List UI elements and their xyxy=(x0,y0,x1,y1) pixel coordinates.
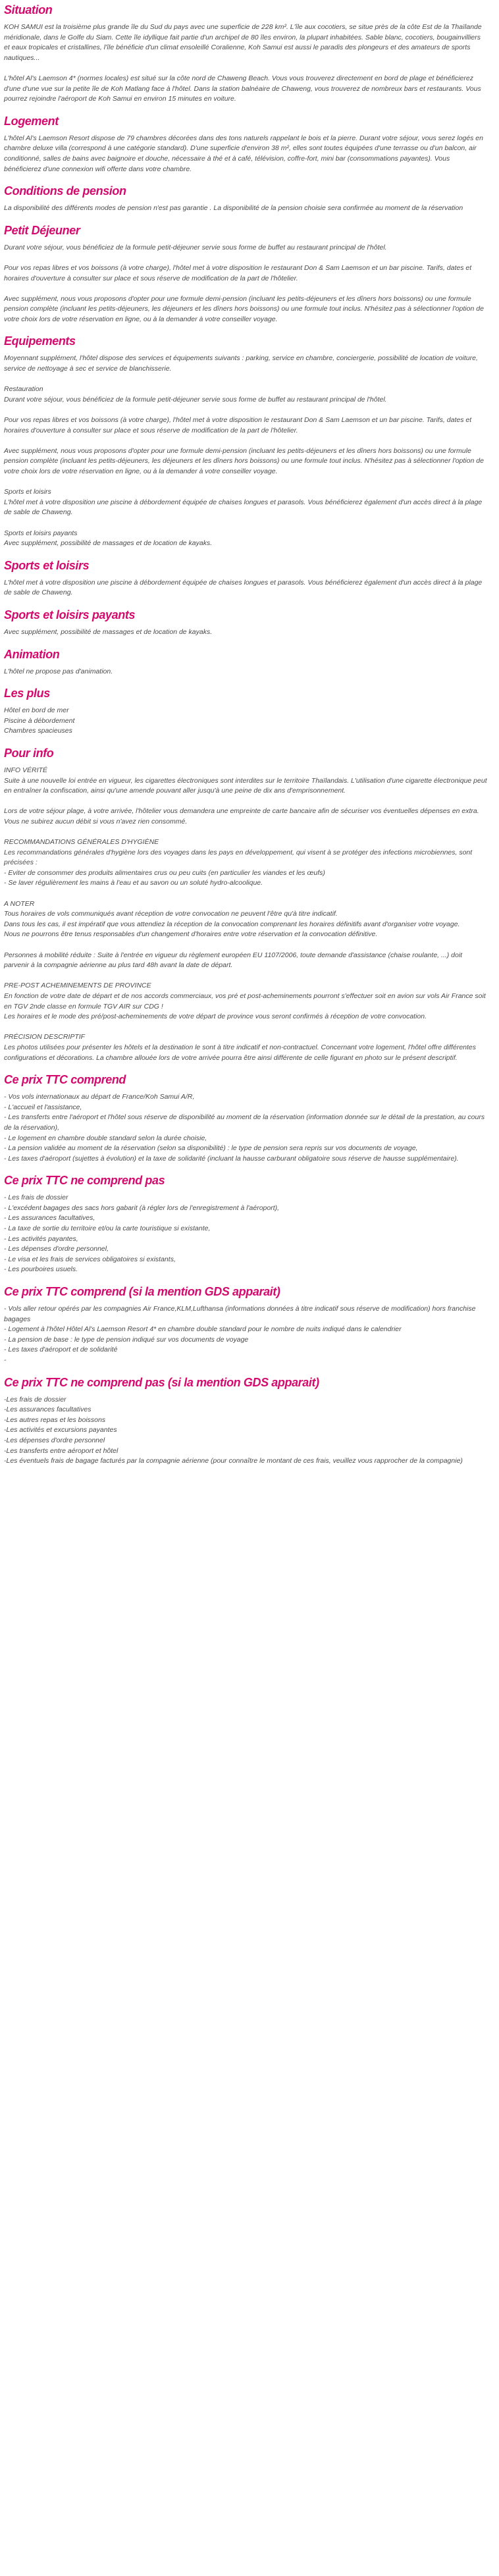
paragraph xyxy=(4,706,487,737)
text-line: INFO VÉRITÉ xyxy=(4,766,47,774)
section-body xyxy=(4,578,487,598)
section-block xyxy=(4,114,487,174)
text-line: L'hôtel ne propose pas d'animation. xyxy=(4,667,113,675)
text-line: - L'accueil et l'assistance, xyxy=(4,1103,82,1111)
section-title: Les plus xyxy=(4,687,50,700)
section-block xyxy=(4,1173,487,1275)
section-block xyxy=(4,608,487,638)
text-line: Pour vos repas libres et vos boissons (à votre charge), l'hôtel met à votre disposition le restaurant Don & Sam Laemson et un bar piscine. Tarifs, dates et horaires d'ouverture à consulter sur place et sous réserve de modification de la part de l'hôtelier. xyxy=(4,416,472,434)
section-title: Petit Déjeuner xyxy=(4,223,80,237)
text-line: - Les taxes d'aéroport (sujettes à évolution) et la taxe de solidarité (incluant la hausse carburant obligatoire sous réserve de hausse supplémentaire). xyxy=(4,1154,459,1163)
text-line: - xyxy=(4,1356,7,1364)
section-title: Ce prix TTC comprend xyxy=(4,1073,126,1087)
paragraph xyxy=(4,806,487,827)
section-body xyxy=(4,203,487,214)
section-block xyxy=(4,3,487,105)
section-title: Logement xyxy=(4,114,59,128)
paragraph xyxy=(4,354,487,374)
text-line: - Logement à l'hôtel Hôtel Al's Laemson Resort 4* en chambre double standard pour le nombre de nuits indiqué dans le calendrier xyxy=(4,1325,402,1334)
paragraph xyxy=(4,578,487,598)
section-title: Sports et loisirs xyxy=(4,558,90,572)
text-line: -Les assurances facultatives xyxy=(4,1406,92,1414)
text-line: - La taxe de sortie du territoire et/ou la carte touristique si existante, xyxy=(4,1224,211,1233)
text-line: Vous ne subirez aucun débit si vous n'avez rien consommé. xyxy=(4,817,188,826)
text-line: - Le logement en chambre double standard selon la durée choisie, xyxy=(4,1134,207,1142)
text-line: -Les transferts entre aéroport et hôtel xyxy=(4,1446,118,1455)
section-block xyxy=(4,223,487,325)
text-line: Lors de votre séjour plage, à votre arrivée, l'hôtelier vous demandera une empreinte de carte bancaire afin de sécuriser vos éventuelles dépenses en extra. xyxy=(4,807,479,816)
text-line: L'hôtel met à votre disposition une piscine à débordement équipée de chaises longues et parasols. Vous bénéficierez également d'un accès direct à la plage de sable de Chaweng. xyxy=(4,498,483,517)
section-body xyxy=(4,134,487,174)
text-line: - Les activités payantes, xyxy=(4,1234,78,1243)
paragraph xyxy=(4,1032,487,1063)
text-line: - Les transferts entre l'aéroport et l'hôtel sous réserve de disponibilité au moment de la réservation (information donnée sur le détail de la prestation, au cours de la réservation), xyxy=(4,1113,485,1132)
section-title: Pour info xyxy=(4,746,54,760)
document-page xyxy=(0,3,491,1472)
section-block xyxy=(4,746,487,1063)
text-line: Dans tous les cas, il est impératif que vous attendiez la réception de la convocation comprenant les horaires définitifs avant d'organiser votre voyage. xyxy=(4,920,460,928)
paragraph xyxy=(4,415,487,436)
paragraph xyxy=(4,384,487,405)
paragraph xyxy=(4,22,487,63)
text-line: L'hôtel met à votre disposition une piscine à débordement équipée de chaises longues et parasols. Vous bénéficierez également d'un accès direct à la plage de sable de Chaweng. xyxy=(4,578,483,597)
text-line: -Les dépenses d'ordre personnel xyxy=(4,1436,105,1444)
text-line: - La pension validée au moment de la réservation (selon sa disponibilité) : le type de pension sera repris sur vos documents de voyage, xyxy=(4,1144,418,1153)
text-line: RECOMMANDATIONS GÉNÉRALES D'HYGIÈNE xyxy=(4,838,159,847)
section-body xyxy=(4,1304,487,1366)
text-line: L'hôtel Al's Laemson 4* (normes locales) est situé sur la côte nord de Chaweng Beach. Vous vous trouverez directement en bord de plage et bénéficierez d'une d'une vue sur la petite île de Koh Matlang face à l'hôtel. Dans la station balnéaire de Chaweng, vous trouverez de nombreux bars et restaurants. Vous pourrez rejoindre l'aéroport de Koh Samui en environ 15 minutes en voiture. xyxy=(4,74,481,103)
text-line: Pour vos repas libres et vos boissons (à votre charge), l'hôtel met à votre disposition le restaurant Don & Sam Laemson et un bar piscine. Tarifs, dates et horaires d'ouverture à consulter sur place et sous réserve de modification de la part de l'hôtelier. xyxy=(4,263,472,282)
paragraph xyxy=(4,766,487,797)
paragraph xyxy=(4,1304,487,1366)
text-line: -Les activités et excursions payantes xyxy=(4,1426,117,1434)
text-line: Chambres spacieuses xyxy=(4,727,72,735)
section-block xyxy=(4,1072,487,1164)
paragraph xyxy=(4,667,487,677)
text-line: PRE-POST ACHEMINEMENTS DE PROVINCE xyxy=(4,982,151,990)
section-title: Ce prix TTC ne comprend pas xyxy=(4,1174,165,1188)
paragraph xyxy=(4,487,487,518)
section-block xyxy=(4,1375,487,1467)
text-line: - Vols aller retour opérés par les compagnies Air France,KLM,Lufthansa (informations données à titre indicatif sous réserve de modification) hors franchise bagages xyxy=(4,1305,476,1323)
paragraph xyxy=(4,294,487,325)
section-body xyxy=(4,667,487,677)
paragraph xyxy=(4,74,487,105)
text-line: Piscine à débordement xyxy=(4,716,75,725)
paragraph xyxy=(4,837,487,889)
text-line: - Vos vols internationaux au départ de France/Koh Samui A/R, xyxy=(4,1093,195,1101)
section-title: Sports et loisirs payants xyxy=(4,608,136,621)
paragraph xyxy=(4,243,487,253)
paragraph xyxy=(4,263,487,284)
text-line: - Les taxes d'aéroport et de solidarité xyxy=(4,1346,118,1354)
text-line: - Eviter de consommer des produits alimentaires crus ou peu cuits (en particulier les viandes et les œufs) xyxy=(4,868,325,877)
paragraph xyxy=(4,899,487,940)
text-line: Suite à une nouvelle loi entrée en vigueur, les cigarettes électroniques sont interdites sur le territoire Thaïlandais. L'utilisation d'une cigarette électronique peut en entraîner la confiscation, ainsi qu'une amende pouvant aller jusqu'à une peine de dix ans d'emprisonnement. xyxy=(4,776,487,795)
text-line: - La pension de base : le type de pension indiqué sur vos documents de voyage xyxy=(4,1335,249,1344)
text-line: Tous horaires de vols communiqués avant réception de votre convocation ne peuvent l'être qu'à titre indicatif. xyxy=(4,910,338,918)
text-line: - Les frais de dossier xyxy=(4,1194,68,1202)
section-block xyxy=(4,184,487,214)
section-body xyxy=(4,766,487,1063)
text-line: KOH SAMUI est la troisième plus grande île du Sud du pays avec une superficie de 228 km². L'île aux cocotiers, se situe près de la côte Est de la Thaïlande méridionale, dans le Golfe du Siam. Cette île idyllique fait partie d'un archipel de 80 îles environ, la plupart inhabitées. Sable blanc, cocotiers, bougainvilliers et eaux tropicales et cristallines, l'île bénéficie d'un climat ensoleillé Coralienne, Koh Samui est aussi le paradis des plongeurs et des amateurs de sports nautiques... xyxy=(4,23,482,62)
section-block xyxy=(4,647,487,677)
section-title: Ce prix TTC comprend (si la mention GDS apparait) xyxy=(4,1285,280,1299)
section-block xyxy=(4,334,487,548)
text-line: Avec supplément, possibilité de massages et de location de kayaks. xyxy=(4,627,213,636)
section-block xyxy=(4,1284,487,1366)
section-body xyxy=(4,243,487,325)
text-line: La disponibilité des différents modes de pension n'est pas garantie . La disponibilité de la pension choisie sera confirmée au moment de la réservation xyxy=(4,204,463,213)
paragraph xyxy=(4,1193,487,1275)
paragraph xyxy=(4,981,487,1022)
text-line: Durant votre séjour, vous bénéficiez de la formule petit-déjeuner servie sous forme de buffet au restaurant principal de l'hôtel. xyxy=(4,243,387,251)
text-line: En fonction de votre date de départ et de nos accords commerciaux, vos pré et post-acheminements pourront s'effectuer soit en avion sur vols Air France soit en TGV 2nde classe en formule TGV AIR sur CDG ! xyxy=(4,991,486,1011)
text-line: Moyennant supplément, l'hôtel dispose des services et équipements suivants : parking, service en chambre, conciergerie, possibilité de location de voiture, service de nettoyage à sec et service de blanchisserie. xyxy=(4,354,478,373)
text-line: - Le visa et les frais de services obligatoires si existants, xyxy=(4,1255,176,1263)
section-title: Situation xyxy=(4,3,53,16)
text-line: Nous ne pourrons être tenus responsables d'un changement d'horaires entre votre réservation et la convocation définitive. xyxy=(4,930,378,939)
text-line: Avec supplément, nous vous proposons d'opter pour une formule demi-pension (incluant les petits-déjeuners et les dîners hors boissons) ou une formule pension complète (incluant les petits-déjeuners, les déjeuners et les dîners hors boissons) ou une formule tout inclus. N'hésitez pas à sélectionner l'option de votre choix lors de votre réservation en ligne, ou à la demander à votre conseiller voyage. xyxy=(4,294,484,323)
text-line: Les horaires et le mode des pré/post-acheminements de votre départ de province vous seront confirmés à réception de votre convocation. xyxy=(4,1012,427,1021)
text-line: -Les éventuels frais de bagage facturés par la compagnie aérienne (pour connaître le montant de ces frais, veuillez vous rapprocher de la compagnie) xyxy=(4,1457,463,1465)
text-line: PRÉCISION DESCRIPTIF xyxy=(4,1033,86,1041)
section-body xyxy=(4,1395,487,1467)
text-line: -Les frais de dossier xyxy=(4,1395,66,1404)
paragraph xyxy=(4,1092,487,1164)
text-line: Avec supplément, possibilité de massages et de location de kayaks. xyxy=(4,539,213,548)
section-body xyxy=(4,1193,487,1275)
paragraph xyxy=(4,627,487,638)
text-line: - Les dépenses d'ordre personnel, xyxy=(4,1245,109,1253)
section-title: Animation xyxy=(4,647,60,661)
section-body xyxy=(4,1092,487,1164)
section-body xyxy=(4,354,487,548)
paragraph xyxy=(4,134,487,174)
text-line: Sports et loisirs xyxy=(4,488,51,496)
text-line: - Les pourboires usuels. xyxy=(4,1265,78,1274)
text-line: Restauration xyxy=(4,385,43,394)
paragraph xyxy=(4,529,487,549)
text-line: Sports et loisirs payants xyxy=(4,529,78,537)
section-title: Conditions de pension xyxy=(4,184,126,198)
section-title: Ce prix TTC ne comprend pas (si la mention GDS apparait) xyxy=(4,1375,319,1389)
section-body xyxy=(4,627,487,638)
paragraph xyxy=(4,446,487,477)
section-title: Equipements xyxy=(4,334,76,348)
section-body xyxy=(4,22,487,105)
section-block xyxy=(4,686,487,737)
text-line: Avec supplément, nous vous proposons d'opter pour une formule demi-pension (incluant les petits-déjeuners et les dîners hors boissons) ou une formule pension complète (incluant les petits-déjeuners, les déjeuners et les dîners hors boissons) ou une formule tout inclus. N'hésitez pas à sélectionner l'option de votre choix lors de votre réservation en ligne, ou à la demander à votre conseiller voyage. xyxy=(4,446,484,475)
text-line: - L'excédent bagages des sacs hors gabarit (à régler lors de l'enregistrement à l'aéroport), xyxy=(4,1203,280,1212)
text-line: - Se laver régulièrement les mains à l'eau et au savon ou un soluté hydro-alcoolique. xyxy=(4,879,263,887)
paragraph xyxy=(4,1395,487,1467)
section-body xyxy=(4,706,487,737)
paragraph xyxy=(4,203,487,214)
text-line: Durant votre séjour, vous bénéficiez de la formule petit-déjeuner servie sous forme de buffet au restaurant principal de l'hôtel. xyxy=(4,395,387,404)
text-line: Personnes à mobilité réduite : Suite à l'entrée en vigueur du règlement européen EU 1107/2006, toute demande d'assistance (chaise roulante, ...) doit parvenir à la compagnie aérienne au plus tard 48h avant la date de départ. xyxy=(4,951,463,970)
text-line: Les recommandations générales d'hygiène lors des voyages dans les pays en développement, qui visent à se protéger des infections microbiennes, sont précisées : xyxy=(4,848,473,867)
text-line: Hôtel en bord de mer xyxy=(4,706,69,715)
text-line: Les photos utilisées pour présenter les hôtels et la destination le sont à titre indicatif et non-contractuel. Concernant votre logement, l'hôtel offre différentes configurations et décorations. La chambre allouée lors de votre arrivée pourra être ainsi différente de celle figurant en photo sur le présent descriptif. xyxy=(4,1043,476,1062)
text-line: L'hôtel Al's Laemson Resort dispose de 79 chambres décorées dans des tons naturels rappelant le bois et la pierre. Durant votre séjour, vous serez logés en chambre deluxe villa (correspond à une catégorie standard). D'une superficie d'environ 38 m², elles sont toutes équipées d'une terrasse ou d'un balcon, air conditionné, salles de bains avec baignoire et douche, nécessaire à thé et à café, télévision, coffre-fort, mini bar (consommations payantes). Vous bénéficierez d'une connexion wifi offerte dans votre chambre. xyxy=(4,134,483,173)
text-line: A NOTER xyxy=(4,899,35,908)
text-line: -Les autres repas et les boissons xyxy=(4,1415,106,1424)
section-block xyxy=(4,558,487,598)
paragraph xyxy=(4,951,487,971)
text-line: - Les assurances facultatives, xyxy=(4,1214,95,1222)
